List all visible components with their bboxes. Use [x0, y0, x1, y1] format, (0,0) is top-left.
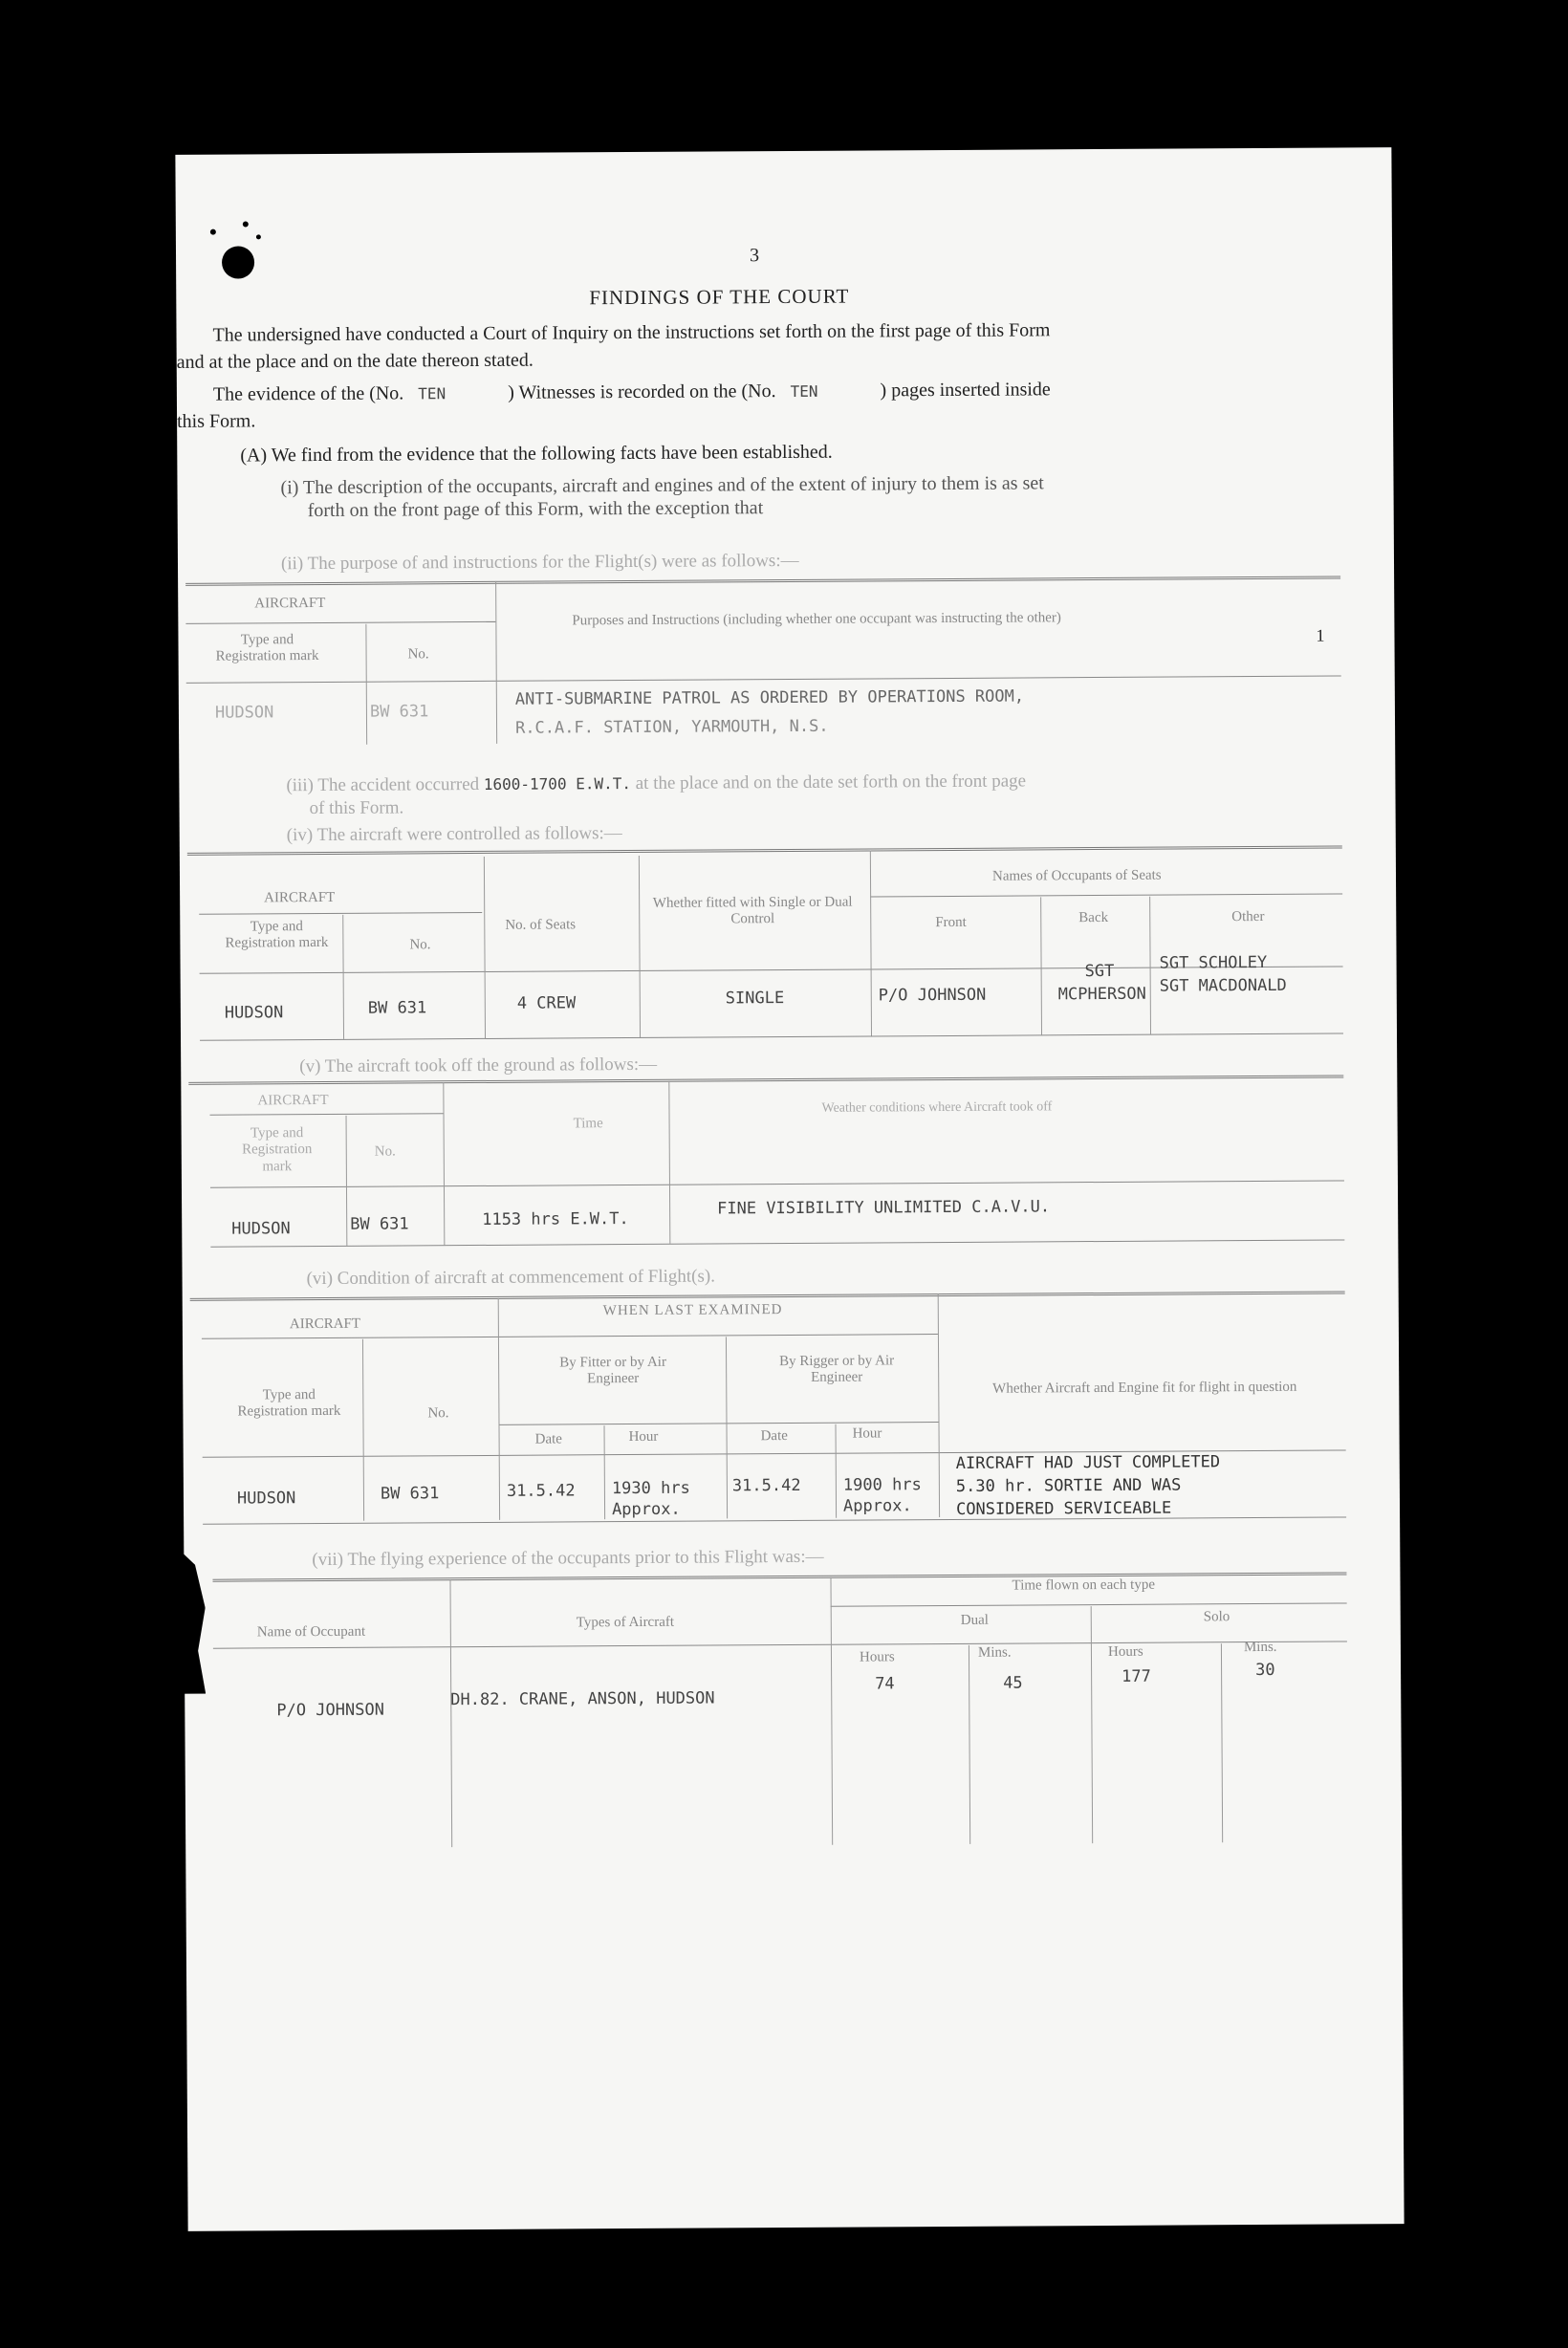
t5-no-header: No. [374, 1143, 396, 1160]
t7-solo-hours-label: Hours [1107, 1643, 1143, 1660]
item-vii: (vii) The flying experience of the occupants prior to this Flight was:— [312, 1546, 824, 1571]
t4-back-header: Back [1078, 909, 1109, 926]
t5-time-header: Time [573, 1116, 603, 1132]
intro-line2: and at the place and on the date thereon stated. [176, 349, 534, 373]
t7-name: P/O JOHNSON [276, 1700, 384, 1721]
t4-names-header: Names of Occupants of Seats [991, 867, 1162, 884]
t7-dual-hours: 74 [875, 1674, 895, 1694]
t2-purpose-line1: ANTI-SUBMARINE PATROL AS ORDERED BY OPERATIONS ROOM, [514, 686, 1025, 709]
page-count: TEN [790, 381, 818, 401]
t4-seats-header: No. of Seats [505, 917, 577, 933]
t7-name-header: Name of Occupant [256, 1623, 366, 1641]
t5-type: HUDSON [231, 1219, 291, 1239]
t7-dual-mins: 45 [1003, 1673, 1023, 1693]
t4-no: BW 631 [367, 998, 427, 1018]
t6-rigger-hour-line1: 1900 hrs [842, 1475, 922, 1495]
item-i-line1: (i) The description of the occupants, aircraft and engines and of the extent of injury to them is as set [280, 472, 1044, 499]
t4-control: SINGLE [725, 989, 785, 1009]
t6-no: BW 631 [380, 1484, 440, 1504]
t6-fitter-date: 31.5.42 [506, 1481, 576, 1501]
document-page [175, 147, 1404, 2231]
t7-dual-header: Dual [960, 1612, 989, 1628]
t4-type: HUDSON [224, 1003, 284, 1023]
punch-hole-speck [243, 221, 249, 227]
t2-aircraft-header: AIRCRAFT [254, 595, 326, 612]
t7-solo-mins-label: Mins. [1243, 1639, 1277, 1656]
t4-back-line1: SGT [1084, 961, 1115, 982]
punch-hole-speck [210, 229, 216, 235]
t7-solo-hours: 177 [1122, 1666, 1151, 1686]
t4-control-header: Whether fitted with Single or Dual Control [652, 894, 853, 927]
t6-type-header: Type and Registration mark [237, 1387, 341, 1420]
t4-seats: 4 CREW [516, 993, 577, 1013]
t6-rigger-hour-header: Hour [852, 1425, 882, 1442]
item-iv: (iv) The aircraft were controlled as follows:— [286, 823, 622, 846]
punch-hole [222, 246, 254, 278]
item-vi: (vi) Condition of aircraft at commencement of Flight(s). [306, 1266, 716, 1290]
t6-fitter-hour-header: Hour [628, 1428, 659, 1446]
t6-type: HUDSON [236, 1489, 296, 1509]
t4-type-header: Type and Registration mark [225, 919, 329, 951]
accident-time: 1600-1700 E.W.T. [483, 774, 632, 794]
t6-rigger-header: By Rigger or by Air Engineer [779, 1353, 895, 1386]
t5-no: BW 631 [350, 1214, 409, 1234]
t6-fit-line2: 5.30 hr. SORTIE AND WAS [955, 1475, 1182, 1496]
t7-types: DH.82. CRANE, ANSON, HUDSON [450, 1688, 715, 1710]
evidence-line2: this Form. [177, 410, 256, 432]
t4-other-header: Other [1231, 908, 1265, 925]
t6-rigger-hour-line2: Approx. [842, 1496, 912, 1516]
t6-aircraft-header: AIRCRAFT [289, 1315, 361, 1333]
t2-purpose-header: Purposes and Instructions (including whether one occupant was instructing the other) [572, 610, 1061, 629]
t6-fitter-header: By Fitter or by Air Engineer [559, 1354, 666, 1387]
punch-hole-speck [256, 234, 261, 239]
t2-no-header: No. [407, 646, 429, 663]
t6-rigger-date-header: Date [760, 1428, 788, 1445]
t2-type: HUDSON [214, 703, 274, 723]
item-v: (v) The aircraft took off the ground as follows:— [299, 1054, 658, 1077]
t2-no: BW 631 [369, 702, 429, 722]
t4-no-header: No. [409, 937, 431, 953]
t6-fitter-date-header: Date [534, 1431, 562, 1447]
evidence-line: The evidence of the (No. TEN ) Witnesses is recorded on the (No. TEN ) pages inserted inside [212, 379, 1051, 405]
witness-count: TEN [418, 384, 446, 403]
intro-line1: The undersigned have conducted a Court of Inquiry on the instructions set forth on the first page of this Form [212, 319, 1051, 346]
t5-weather-header: Weather conditions where Aircraft took off [821, 1099, 1053, 1116]
item-i-line2: forth on the front page of this Form, with the exception that [307, 497, 764, 522]
t7-solo-mins: 30 [1255, 1660, 1275, 1681]
t7-dual-mins-label: Mins. [977, 1644, 1012, 1661]
t4-aircraft-header: AIRCRAFT [264, 889, 336, 906]
section-a: (A) We find from the evidence that the following facts have been established. [240, 441, 833, 467]
t7-time-header: Time flown on each type [1012, 1576, 1156, 1594]
t2-purpose-line2: R.C.A.F. STATION, YARMOUTH, N.S. [514, 716, 829, 738]
t5-type-header: Type and Registration mark [242, 1125, 313, 1174]
t6-fitter-hour-line2: Approx. [611, 1499, 681, 1520]
t6-when-header: WHEN LAST EXAMINED [602, 1302, 783, 1319]
page-title: FINDINGS OF THE COURT [589, 284, 850, 310]
t7-solo-header: Solo [1203, 1609, 1230, 1625]
t6-fit-line1: AIRCRAFT HAD JUST COMPLETED [955, 1452, 1221, 1473]
page-number: 3 [749, 245, 760, 267]
item-iii-line2: of this Form. [309, 797, 404, 819]
t5-time: 1153 hrs E.W.T. [482, 1209, 629, 1229]
t4-other-line2: SGT MACDONALD [1159, 975, 1287, 996]
item-ii: (ii) The purpose of and instructions for the Flight(s) were as follows:— [280, 550, 799, 575]
t5-aircraft-header: AIRCRAFT [257, 1092, 329, 1109]
t4-front-header: Front [935, 914, 967, 931]
t6-fitter-hour-line1: 1930 hrs [611, 1478, 690, 1499]
item-iii: (iii) The accident occurred 1600-1700 E.W.T. at the place and on the date set forth on the front page [286, 771, 1027, 796]
t4-front: P/O JOHNSON [878, 985, 987, 1006]
t4-other-line1: SGT SCHOLEY [1159, 952, 1268, 973]
t6-fit-line3: CONSIDERED SERVICEABLE [955, 1498, 1172, 1519]
t7-types-header: Types of Aircraft [576, 1614, 675, 1631]
t6-no-header: No. [427, 1405, 449, 1422]
t4-back-line2: MCPHERSON [1057, 984, 1146, 1005]
t5-weather: FINE VISIBILITY UNLIMITED C.A.V.U. [717, 1197, 1051, 1219]
t2-type-header: Type and Registration mark [215, 632, 319, 664]
t6-fit-header: Whether Aircraft and Engine fit for flight in question [992, 1379, 1297, 1397]
torn-edge [180, 1551, 206, 1694]
t6-rigger-date: 31.5.42 [731, 1475, 801, 1496]
t7-dual-hours-label: Hours [859, 1649, 895, 1665]
t2-margin-mark: 1 [1316, 625, 1325, 645]
